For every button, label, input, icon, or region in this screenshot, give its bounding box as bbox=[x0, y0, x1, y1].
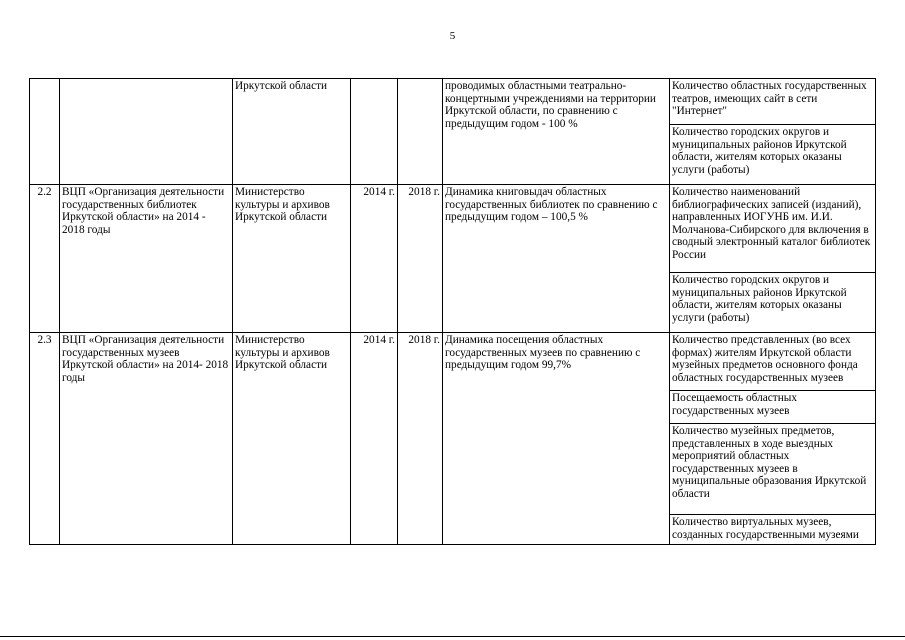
program-name: ВЦП «Организация деятельности государственных музеев Иркутской области» на 2014- 2018 годы bbox=[60, 333, 233, 545]
executor: Иркутской области bbox=[233, 79, 351, 185]
indicator-cell: Количество виртуальных музеев, созданных государственными музеями bbox=[670, 515, 876, 545]
expected-result: Динамика книговыдач областных государственных библиотек по сравнению с предыдущим годом – 100,5 % bbox=[443, 185, 670, 333]
indicator-cell: Количество представленных (во всех формах) жителям Иркутской области музейных предметов основного фонда областных государственных музеев bbox=[670, 333, 876, 391]
indicator-cell: Количество городских округов и муниципальных районов Иркутской области, жителям которых оказаны услуги (работы) bbox=[670, 125, 876, 185]
executor: Министерство культуры и архивов Иркутской области bbox=[233, 185, 351, 333]
program-name: ВЦП «Организация деятельности государственных библиотек Иркутской области» на 2014 - 2018 годы bbox=[60, 185, 233, 333]
row-number: 2.2 bbox=[30, 185, 60, 333]
expected-result: Динамика посещения областных государственных музеев по сравнению с предыдущим годом 99,7% bbox=[443, 333, 670, 545]
expected-result: проводимых областными театрально-концертными учреждениями на территории Иркутской области, по сравнению с предыдущим годом - 100 % bbox=[443, 79, 670, 185]
program-table bbox=[29, 78, 876, 545]
table-row bbox=[30, 79, 876, 125]
table-row bbox=[30, 333, 876, 391]
row-number bbox=[30, 79, 60, 185]
end-year: 2018 г. bbox=[398, 333, 443, 545]
start-year: 2014 г. bbox=[351, 185, 398, 333]
scan-bottom-edge bbox=[0, 636, 905, 637]
indicator-cell: Количество областных государственных театров, имеющих сайт в сети "Интернет" bbox=[670, 79, 876, 125]
end-year: 2018 г. bbox=[398, 185, 443, 333]
row-number: 2.3 bbox=[30, 333, 60, 545]
indicator-cell: Количество городских округов и муниципальных районов Иркутской области, жителям которых оказаны услуги (работы) bbox=[670, 273, 876, 333]
indicator-cell: Количество музейных предметов, представленных в ходе выездных мероприятий областных государственных музеев в муниципальные образования Иркутской области bbox=[670, 424, 876, 515]
start-year bbox=[351, 79, 398, 185]
table-row bbox=[30, 185, 876, 273]
executor: Министерство культуры и архивов Иркутской области bbox=[233, 333, 351, 545]
page-number: 5 bbox=[449, 30, 456, 42]
start-year: 2014 г. bbox=[351, 333, 398, 545]
end-year bbox=[398, 79, 443, 185]
indicator-cell: Посещаемость областных государственных музеев bbox=[670, 391, 876, 424]
program-name bbox=[60, 79, 233, 185]
indicator-cell: Количество наименований библиографических записей (изданий), направленных ИОГУНБ им. И.И. Молчанова-Сибирского для включения в сводный электронный каталог библиотек России bbox=[670, 185, 876, 273]
